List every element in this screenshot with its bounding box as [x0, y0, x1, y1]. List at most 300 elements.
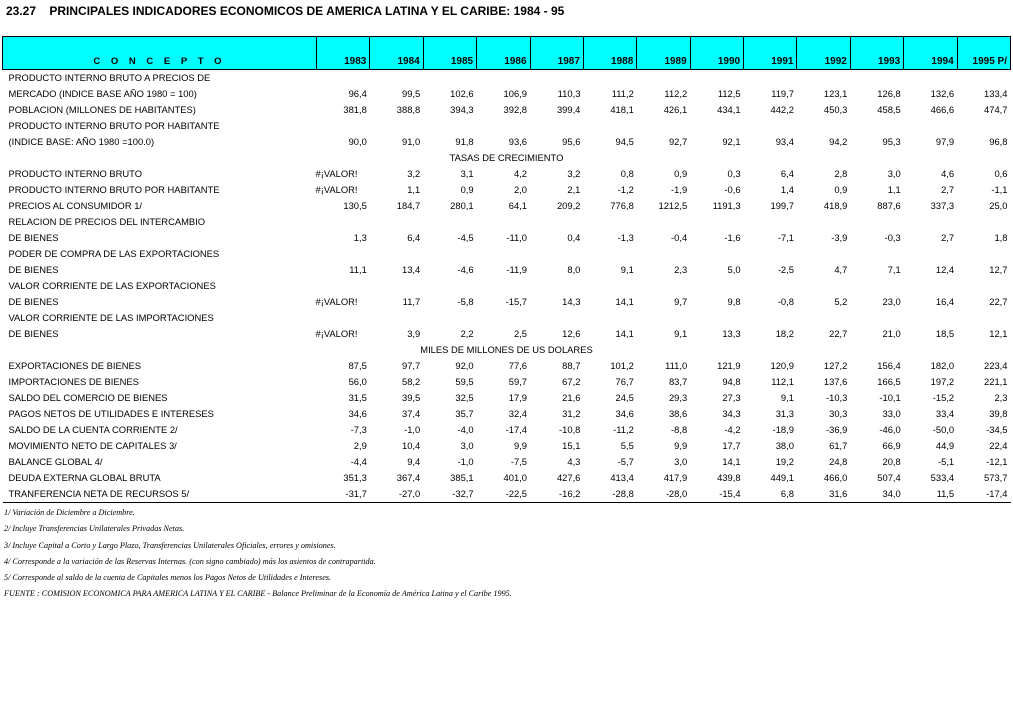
value-cell: 119,7 — [771, 88, 794, 99]
error-value: #¡VALOR! — [315, 328, 358, 339]
value-cell: 0,9 — [674, 168, 688, 179]
value-cell — [744, 214, 797, 230]
value-cell — [690, 70, 743, 87]
value-cell: -46,0 — [879, 424, 901, 435]
value-cell — [530, 118, 583, 134]
value-cell — [477, 70, 530, 87]
value-cell: 93,4 — [775, 136, 794, 147]
value-cell: 6,8 — [744, 486, 797, 503]
value-cell: 401,0 — [503, 472, 528, 483]
value-cell: -34,5 — [986, 424, 1008, 435]
value-cell: 9,9 — [513, 440, 528, 451]
value-cell — [957, 214, 1010, 230]
label-row — [3, 310, 1011, 326]
value-cell: 31,2 — [562, 408, 581, 419]
value-cell: 111,2 — [611, 88, 634, 99]
value-cell: 1212,5 — [658, 200, 688, 211]
value-cell — [850, 118, 903, 134]
value-cell: 209,2 — [556, 200, 581, 211]
value-cell — [477, 310, 530, 326]
value-cell: 83,7 — [668, 376, 688, 387]
value-cell: 27,3 — [722, 392, 741, 403]
value-cell — [316, 118, 369, 134]
value-cell: 439,8 — [717, 472, 741, 483]
table-body — [3, 70, 1011, 503]
value-cell — [316, 278, 369, 294]
value-cell: 0,9 — [460, 184, 474, 195]
value-cell: 35,7 — [455, 408, 474, 419]
value-cell: 38,0 — [775, 440, 794, 451]
row-label — [3, 374, 317, 390]
value-cell: 91,0 — [401, 136, 421, 147]
value-cell: 3,0 — [460, 440, 474, 451]
row-label-text: DE BIENES — [8, 296, 59, 307]
value-cell: 112,1 — [771, 376, 794, 387]
source-note: FUENTE : COMISION ECONOMICA PARA AMERICA LATINA Y EL CARIBE - Balance Preliminar de la Economía de América Latina y el Caribe 1995. — [4, 589, 512, 599]
value-cell — [690, 278, 743, 294]
value-cell: 3,0 — [674, 456, 688, 467]
year-header: 1991 — [744, 37, 797, 70]
table-row — [3, 358, 1011, 374]
row-label — [3, 118, 317, 134]
value-cell: 21,6 — [562, 392, 581, 403]
value-cell: 9,1 — [674, 328, 688, 339]
value-cell: -4,5 — [457, 232, 474, 243]
value-cell: 466,0 — [823, 472, 848, 483]
value-cell: 507,4 — [877, 472, 901, 483]
year-header: 1985 — [423, 37, 476, 70]
row-label-text: IMPORTACIONES DE BIENES — [8, 376, 139, 387]
value-cell: 32,4 — [508, 408, 528, 419]
value-cell — [637, 214, 690, 230]
value-cell: 112,5 — [717, 88, 741, 99]
table-row — [3, 326, 1011, 342]
table-row — [3, 198, 1011, 214]
table-row — [3, 406, 1011, 422]
value-cell: 7,1 — [887, 264, 901, 275]
value-cell: 3,2 — [407, 168, 421, 179]
table-row — [3, 390, 1011, 406]
value-cell — [423, 214, 476, 230]
value-cell: 3,2 — [567, 168, 581, 179]
row-label-text: VALOR CORRIENTE DE LAS EXPORTACIONES — [8, 280, 216, 291]
row-label — [3, 86, 317, 102]
value-cell: 12,7 — [989, 264, 1008, 275]
value-cell: 39,8 — [989, 408, 1008, 419]
value-cell: 16,4 — [935, 296, 955, 307]
indicators-table-container — [2, 36, 1011, 503]
value-cell: 20,8 — [882, 456, 901, 467]
value-cell: 385,1 — [450, 472, 474, 483]
value-cell: 18,2 — [775, 328, 794, 339]
value-cell — [637, 310, 690, 326]
value-cell — [316, 70, 369, 87]
value-cell — [744, 310, 797, 326]
table-row — [3, 374, 1011, 390]
value-cell: -32,7 — [423, 486, 476, 503]
value-cell — [690, 118, 743, 134]
table-row — [3, 438, 1011, 454]
value-cell: 34,3 — [722, 408, 741, 419]
value-cell: 94,8 — [722, 376, 741, 387]
value-cell: 9,7 — [674, 296, 688, 307]
value-cell: -3,9 — [831, 232, 848, 243]
value-cell: 2,0 — [513, 184, 528, 195]
value-cell: 110,3 — [557, 88, 581, 99]
value-cell: 6,4 — [407, 232, 421, 243]
row-label — [3, 102, 317, 118]
value-cell: 2,5 — [513, 328, 528, 339]
value-cell: 96,8 — [989, 136, 1008, 147]
value-cell: 399,4 — [556, 104, 581, 115]
value-cell — [637, 278, 690, 294]
value-cell: 197,2 — [930, 376, 955, 387]
value-cell: -4,0 — [457, 424, 474, 435]
value-cell: 351,3 — [343, 472, 367, 483]
value-cell: 5,0 — [727, 264, 741, 275]
value-cell — [583, 118, 636, 134]
value-cell: 30,3 — [829, 408, 848, 419]
value-cell: -36,9 — [825, 424, 848, 435]
value-cell: 59,7 — [508, 376, 528, 387]
value-cell: -4,6 — [457, 264, 474, 275]
value-cell: 127,2 — [823, 360, 848, 371]
value-cell: -2,5 — [777, 264, 794, 275]
year-header: 1986 — [477, 37, 530, 70]
value-cell: 0,6 — [994, 168, 1008, 179]
row-label-text: PRECIOS AL CONSUMIDOR 1/ — [8, 200, 143, 211]
value-cell: 9,8 — [727, 296, 741, 307]
value-cell: -11,0 — [506, 232, 528, 243]
value-cell — [904, 246, 957, 262]
row-label — [3, 358, 317, 374]
row-label — [3, 454, 317, 470]
row-label-text: PODER DE COMPRA DE LAS EXPORTACIONES — [8, 248, 220, 259]
value-cell: -10,3 — [825, 392, 848, 403]
row-label-text: DE BIENES — [8, 232, 59, 243]
table-row — [3, 454, 1011, 470]
label-row — [3, 278, 1011, 294]
value-cell — [850, 214, 903, 230]
value-cell — [423, 70, 476, 87]
value-cell: 9,1 — [780, 392, 794, 403]
value-cell: -17,4 — [505, 424, 528, 435]
section-header-row — [3, 150, 1011, 166]
row-label-text: PRODUCTO INTERNO BRUTO A PRECIOS DE — [8, 72, 211, 83]
value-cell: 0,8 — [620, 168, 634, 179]
value-cell — [583, 246, 636, 262]
row-label — [3, 438, 317, 454]
value-cell: 2,1 — [567, 184, 581, 195]
value-cell: -16,2 — [530, 486, 583, 503]
value-cell: 11,5 — [904, 486, 957, 503]
value-cell — [744, 246, 797, 262]
value-cell: 442,2 — [770, 104, 794, 115]
value-cell — [797, 118, 850, 134]
value-cell: 2,3 — [994, 392, 1008, 403]
value-cell: 14,1 — [615, 296, 634, 307]
value-cell: 0,3 — [727, 168, 741, 179]
value-cell: 29,3 — [668, 392, 688, 403]
row-label-text: PAGOS NETOS DE UTILIDADES E INTERESES — [8, 408, 214, 419]
value-cell — [477, 278, 530, 294]
value-cell: 418,9 — [823, 200, 848, 211]
year-header: 1987 — [530, 37, 583, 70]
value-cell — [370, 310, 423, 326]
value-cell: 13,4 — [401, 264, 421, 275]
row-label — [3, 422, 317, 438]
value-cell: 21,0 — [882, 328, 901, 339]
row-label-text: POBLACION (MILLONES DE HABITANTES) — [8, 104, 196, 115]
value-cell: -12,1 — [986, 456, 1008, 467]
value-cell: 156,4 — [877, 360, 901, 371]
value-cell: 367,4 — [396, 472, 421, 483]
table-row — [3, 102, 1011, 118]
label-row — [3, 118, 1011, 134]
row-label-text: PRODUCTO INTERNO BRUTO — [8, 168, 143, 179]
value-cell: 182,0 — [930, 360, 955, 371]
value-cell: 4,6 — [941, 168, 955, 179]
value-cell: 223,4 — [984, 360, 1008, 371]
value-cell — [316, 310, 369, 326]
value-cell: -5,1 — [937, 456, 955, 467]
row-label — [3, 70, 317, 87]
value-cell: 12,6 — [562, 328, 581, 339]
footnotes — [4, 505, 512, 603]
value-cell: -10,8 — [559, 424, 581, 435]
value-cell: 112,2 — [664, 88, 688, 99]
value-cell — [530, 246, 583, 262]
value-cell: 13,3 — [722, 328, 741, 339]
value-cell: 111,0 — [665, 360, 688, 371]
row-label-text: EXPORTACIONES DE BIENES — [8, 360, 141, 371]
value-cell — [583, 310, 636, 326]
table-row — [3, 86, 1011, 102]
value-cell — [850, 278, 903, 294]
row-label — [3, 262, 317, 278]
row-label-text: PRODUCTO INTERNO BRUTO POR HABITANTE — [8, 184, 220, 195]
value-cell: 9,4 — [407, 456, 421, 467]
value-cell — [316, 214, 369, 230]
row-label-text: SALDO DE LA CUENTA CORRIENTE 2/ — [8, 424, 178, 435]
value-cell — [797, 246, 850, 262]
row-label — [3, 486, 317, 503]
value-cell: 458,5 — [877, 104, 901, 115]
value-cell: 413,4 — [610, 472, 634, 483]
row-label — [3, 230, 317, 246]
footnote: 5/ Corresponde al saldo de la cuenta de Capitales menos los Pagos Netos de Utilidades e Intereses. — [4, 573, 332, 583]
value-cell: -4,4 — [350, 456, 367, 467]
value-cell: -15,4 — [690, 486, 743, 503]
value-cell: 33,4 — [935, 408, 955, 419]
value-cell: -15,2 — [932, 392, 955, 403]
value-cell — [957, 118, 1010, 134]
value-cell: 8,0 — [567, 264, 581, 275]
value-cell: 9,1 — [620, 264, 634, 275]
value-cell — [477, 214, 530, 230]
row-label — [3, 326, 358, 342]
value-cell: 19,2 — [775, 456, 794, 467]
value-cell: -28,8 — [583, 486, 636, 503]
value-cell: -5,8 — [457, 296, 474, 307]
value-cell: 2,7 — [941, 184, 955, 195]
value-cell — [744, 70, 797, 87]
year-header: 1995 P/ — [957, 37, 1010, 70]
row-label-text: PRODUCTO INTERNO BRUTO POR HABITANTE — [8, 120, 220, 131]
value-cell: 15,1 — [562, 440, 581, 451]
value-cell: 9,9 — [674, 440, 688, 451]
section-label: TASAS DE CRECIMIENTO — [449, 152, 564, 163]
value-cell — [423, 118, 476, 134]
value-cell: 394,3 — [450, 104, 474, 115]
value-cell: 337,3 — [930, 200, 955, 211]
value-cell: -0,8 — [777, 296, 794, 307]
value-cell: 94,2 — [829, 136, 848, 147]
value-cell: 0,9 — [834, 184, 848, 195]
value-cell: 17,9 — [508, 392, 528, 403]
footnote: 4/ Corresponde a la variación de las Reservas Internas. (con signo cambiado) más los asientos de contrapartida. — [4, 556, 376, 566]
value-cell — [370, 214, 423, 230]
value-cell: 14,1 — [722, 456, 741, 467]
row-label-text: (INDICE BASE: AÑO 1980 =100.0) — [8, 136, 155, 147]
table-row — [3, 166, 1011, 182]
value-cell: 17,7 — [722, 440, 741, 451]
value-cell: 123,1 — [823, 88, 848, 99]
value-cell: 12,1 — [989, 328, 1008, 339]
table-row — [3, 230, 1011, 246]
value-cell: 4,2 — [513, 168, 528, 179]
value-cell: 280,1 — [450, 200, 474, 211]
value-cell: 34,6 — [615, 408, 634, 419]
value-cell: 97,7 — [401, 360, 421, 371]
value-cell — [316, 246, 369, 262]
value-cell: 23,0 — [882, 296, 901, 307]
value-cell — [904, 70, 957, 87]
value-cell: 92,1 — [722, 136, 741, 147]
value-cell: 61,7 — [829, 440, 848, 451]
value-cell: -22,5 — [477, 486, 530, 503]
year-header: 1992 — [797, 37, 850, 70]
value-cell — [797, 278, 850, 294]
value-cell: 32,5 — [455, 392, 474, 403]
value-cell: 417,9 — [663, 472, 688, 483]
footnote: 3/ Incluye Capital a Corto y Largo Plazo, Transferencias Unilaterales Oficiales, errores y omisiones. — [4, 540, 336, 550]
value-cell: -0,4 — [671, 232, 688, 243]
row-label-text: MOVIMIENTO NETO DE CAPITALES 3/ — [8, 440, 177, 451]
section-header-row — [3, 342, 1011, 358]
section-label: MILES DE MILLONES DE US DOLARES — [420, 344, 593, 355]
value-cell — [637, 118, 690, 134]
value-cell: 1,1 — [887, 184, 901, 195]
value-cell: -18,9 — [772, 424, 794, 435]
value-cell — [744, 278, 797, 294]
value-cell: 90,0 — [348, 136, 367, 147]
value-cell: 102,6 — [450, 88, 474, 99]
value-cell: 14,1 — [615, 328, 634, 339]
value-cell: 92,0 — [455, 360, 474, 371]
error-value: #¡VALOR! — [315, 184, 358, 195]
indicators-table — [2, 36, 1011, 503]
value-cell: 4,7 — [834, 264, 848, 275]
header-row — [3, 37, 1011, 70]
value-cell: 887,6 — [877, 200, 901, 211]
value-cell: 25,0 — [989, 200, 1008, 211]
value-cell: -0,6 — [724, 184, 741, 195]
value-cell: 381,8 — [343, 104, 367, 115]
value-cell: 18,5 — [935, 328, 955, 339]
value-cell: 5,5 — [620, 440, 634, 451]
value-cell — [370, 278, 423, 294]
label-row — [3, 70, 1011, 87]
value-cell: 11,7 — [402, 296, 421, 307]
row-label — [3, 182, 358, 198]
value-cell: 573,7 — [984, 472, 1008, 483]
value-cell: 137,6 — [823, 376, 848, 387]
row-label — [3, 406, 317, 422]
value-cell — [797, 70, 850, 87]
value-cell: 4,3 — [567, 456, 581, 467]
row-label-text: DE BIENES — [8, 264, 59, 275]
row-label-text: DE BIENES — [8, 328, 59, 339]
value-cell — [583, 278, 636, 294]
value-cell: 24,5 — [615, 392, 634, 403]
value-cell — [797, 310, 850, 326]
value-cell: 2,3 — [674, 264, 688, 275]
value-cell: 92,7 — [668, 136, 688, 147]
row-label — [3, 470, 317, 486]
value-cell: 2,8 — [834, 168, 848, 179]
row-label-text: VALOR CORRIENTE DE LAS IMPORTACIONES — [8, 312, 214, 323]
value-cell: 101,2 — [610, 360, 634, 371]
footnote: 1/ Variación de Diciembre a Diciembre. — [4, 508, 135, 517]
value-cell: -1,1 — [991, 184, 1008, 195]
value-cell — [637, 70, 690, 87]
year-header: 1990 — [690, 37, 743, 70]
value-cell: 126,8 — [877, 88, 901, 99]
value-cell: -7,3 — [350, 424, 367, 435]
row-label — [3, 214, 317, 230]
value-cell: 1,1 — [407, 184, 421, 195]
value-cell — [690, 310, 743, 326]
value-cell: 88,7 — [562, 360, 581, 371]
value-cell — [423, 310, 476, 326]
value-cell: -1,0 — [404, 424, 421, 435]
value-cell: 5,2 — [834, 296, 848, 307]
value-cell — [583, 214, 636, 230]
value-cell: 10,4 — [401, 440, 421, 451]
value-cell: 449,1 — [770, 472, 794, 483]
value-cell: 87,5 — [348, 360, 367, 371]
row-label — [3, 278, 317, 294]
value-cell: 99,5 — [401, 88, 421, 99]
row-label-text: DEUDA EXTERNA GLOBAL BRUTA — [8, 472, 161, 483]
value-cell: -7,1 — [777, 232, 794, 243]
value-cell: 6,4 — [780, 168, 794, 179]
concept-header: C O N C E P T O — [3, 37, 317, 70]
value-cell: 34,0 — [850, 486, 903, 503]
value-cell: 132,6 — [930, 88, 955, 99]
value-cell: 58,2 — [401, 376, 421, 387]
value-cell: 166,5 — [877, 376, 901, 387]
year-header: 1983 — [316, 37, 369, 70]
table-row — [3, 294, 1011, 310]
value-cell — [957, 310, 1010, 326]
table-row — [3, 262, 1011, 278]
row-label — [3, 294, 358, 310]
value-cell: 3,9 — [407, 328, 421, 339]
value-cell — [744, 118, 797, 134]
value-cell: 76,7 — [615, 376, 634, 387]
